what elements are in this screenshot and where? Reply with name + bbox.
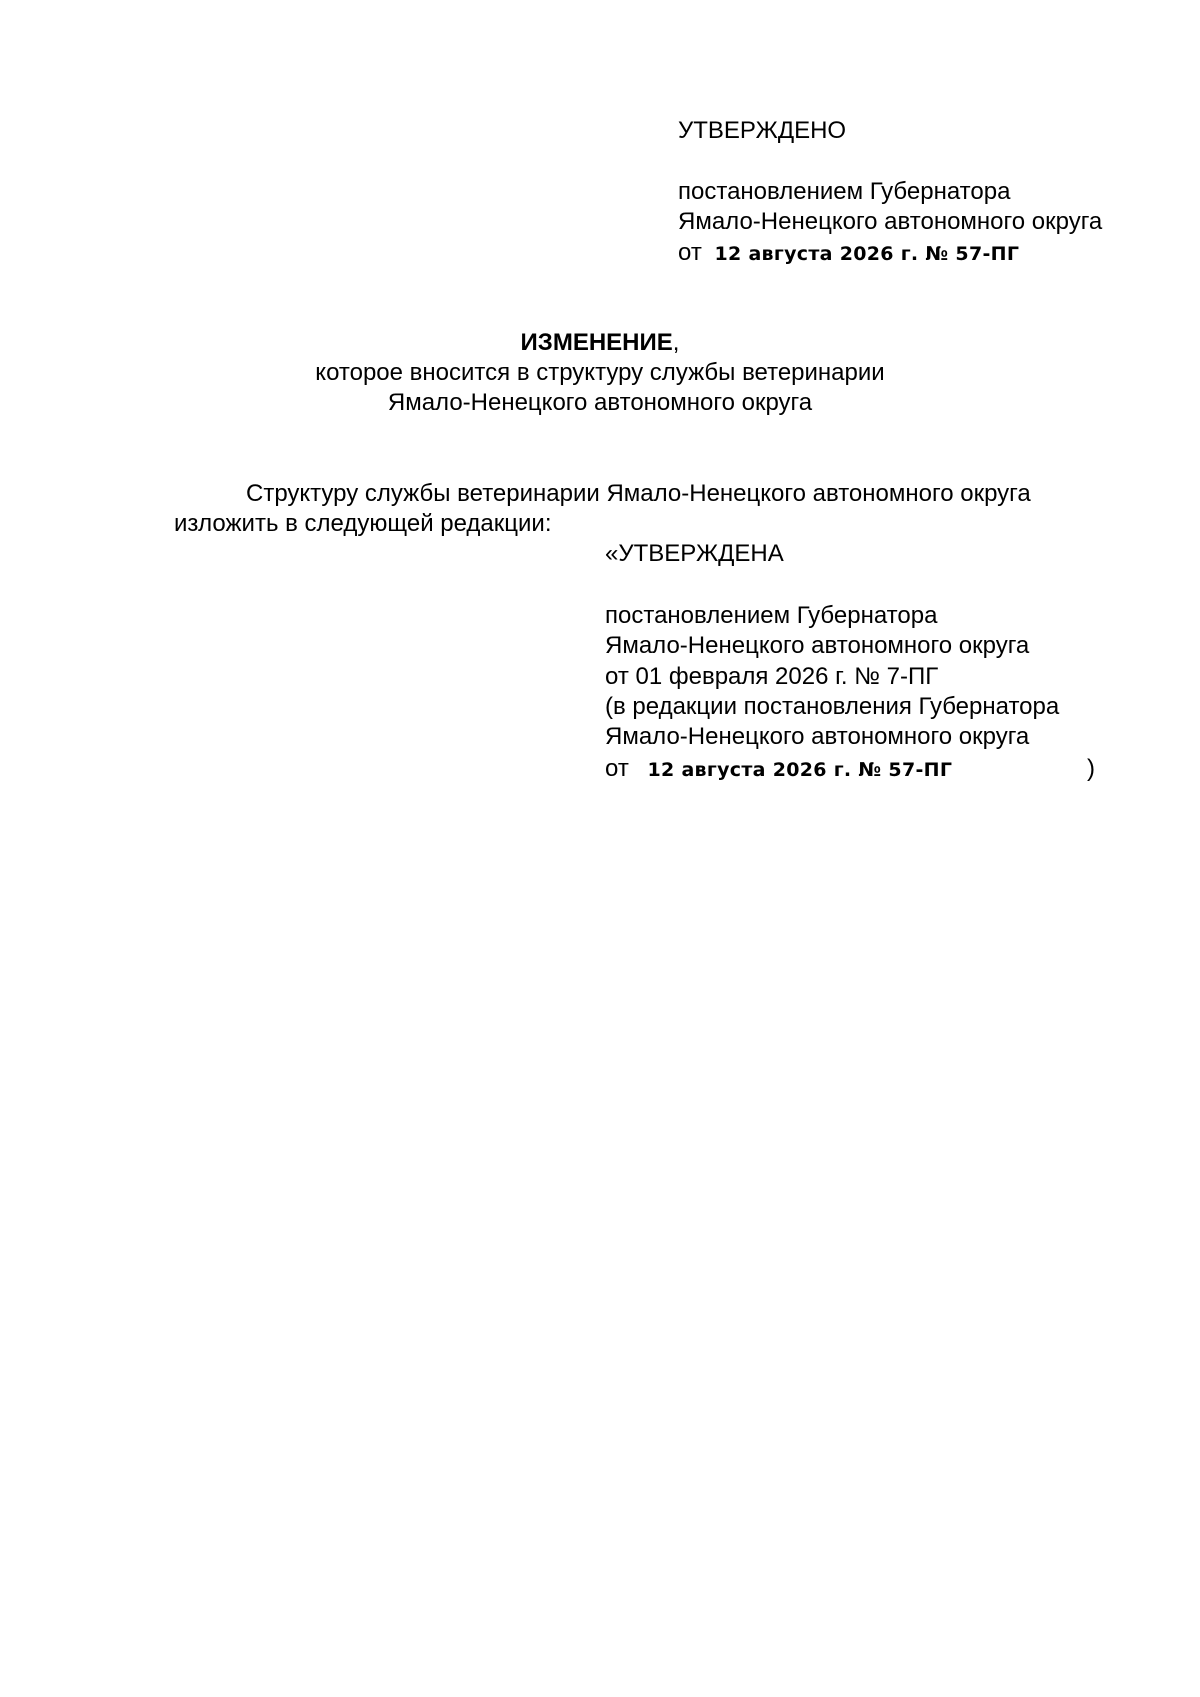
quoted-approval-line-5: Ямало-Ненецкого автономного округа <box>605 723 1030 750</box>
title-sub-1: которое вносится в структуру службы ветеринарии <box>315 359 885 386</box>
quoted-approval-date-stamp: 12 августа 2026 г. № 57-ПГ <box>647 759 953 781</box>
approval-date-stamp: 12 августа 2026 г. № 57-ПГ <box>714 243 1020 265</box>
quoted-approval-line-1: постановлением Губернатора <box>605 602 938 629</box>
body-paragraph-line-2: изложить в следующей редакции: <box>174 510 552 537</box>
quoted-approval-line-3: от 01 февраля 2026 г. № 7-ПГ <box>605 663 939 690</box>
approval-heading: УТВЕРЖДЕНО <box>678 117 847 144</box>
approval-date <box>678 238 1019 269</box>
approval-date-prefix: от <box>678 239 702 266</box>
approval-line-2: Ямало-Ненецкого автономного округа <box>678 208 1103 235</box>
quoted-approval-heading: «УТВЕРЖДЕНА <box>605 540 784 567</box>
quoted-approval-date-prefix: от <box>605 755 629 782</box>
approval-line-1: постановлением Губернатора <box>678 178 1011 205</box>
quoted-approval-date <box>605 754 952 785</box>
quoted-approval-closing-paren: ) <box>1087 755 1095 782</box>
document-title <box>0 328 1200 358</box>
title-sub-2: Ямало-Ненецкого автономного округа <box>387 389 813 416</box>
body-paragraph-line-1: Структуру службы ветеринарии Ямало-Ненецкого автономного округа <box>246 480 1031 507</box>
title-main: ИЗМЕНЕНИЕ <box>520 329 673 356</box>
quoted-approval-line-2: Ямало-Ненецкого автономного округа <box>605 632 1030 659</box>
quoted-approval-line-4: (в редакции постановления Губернатора <box>605 693 1060 720</box>
title-comma: , <box>672 329 680 356</box>
